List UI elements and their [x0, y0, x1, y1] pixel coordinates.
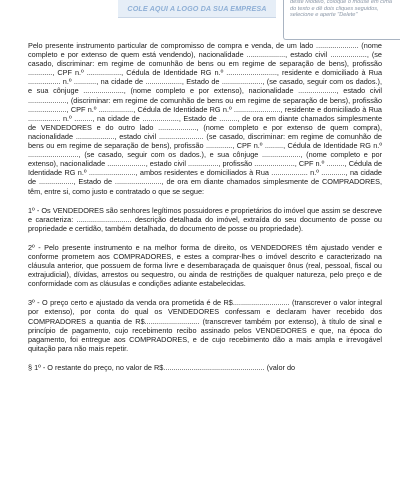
- clause-1-paragraph: 1º - Os VENDEDORES são senhores legítimos possuidores e proprietários do imóvel que assim se descreve e caracteriza: ........................... descrição detalhada do imóvel, extraída do seu documento de posse ou propriedade e certidão, também detalhada, do documento de posse ou propriedade).: [28, 205, 382, 233]
- instruction-note-box: [283, 0, 400, 40]
- contract-body: [28, 41, 382, 372]
- clause-3-paragraph: 3º - O preço certo e ajustado da venda ora prometida é de R$............................ (transcrever o valor integral por extenso), por conta do qual os VENDEDORES confessam e declaram haver recebido dos COMPRADORES a quantia de R$........................... (transcrever também por extenso), à título de sinal e princípio de pagamento, cujo recebimento recibo assinado pelos VENDEDORES e que, na época do pagamento, foi entregue aos COMPRADORES, e de cujo recebimento dão a mais ampla e irrevogável quitação para não mais repetir.: [28, 298, 382, 353]
- contract-intro-paragraph: Pelo presente instrumento particular de compromisso de compra e venda, de um lado ..................... (nome completo e por extenso de quem está vendendo), nacionalidade ..................., estado civil .................., (se casado, discriminar: em regime de comunhão de bens ou em regime de separação de bens), profissão ............, CPF n.º ................., Cédula de Identidade RG n.º ........................., residente e domiciliado à Rua ................ n.º ..........., na cidade de .................., Estado de ...................., (se casado, seguir com os dados.), e sua cônjuge ...................., (nome completo e por extenso), nacionalidade ..................., estado civil ..................., (discriminar: em regime de comunhão de bens ou em regime de separação de bens), profissão ..................., CPF n.º ................., Cédula de Identidade RG n.º ......................., residente e domiciliado à Rua ................ n.º ........., na cidade de .................., Estado de ........., de ora em diante chamados simplesmente de VENDEDORES e do outro lado ..................., (nome completo e por extenso de quem compra), nacionalidade ..................., estado civil ...................... (se casado, discriminar: em regime de comunhão de bens ou em regime de separação de bens), profissão ............., CPF n.º ........., Cédula de Identidade RG n.º ........................., (se casado, seguir com os dados.), e sua cônjuge ..................., (nome completo e por extenso), nacionalidade ..................., estado civil ..............., profissão ...................., CPF n.º ........., Cédula de Identidade RG n.º ......................., ambos residentes e domiciliados à Rua .................. n.º ............, na cidade de ................., Estado de ......................., de ora em diante chamados simplesmente de COMPRADORES, têm, entre si, como justo e contratado o que se segue:: [28, 41, 382, 196]
- clause-3-subparagraph-1: § 1º - O restante do preço, no valor de R$.................................................. (valor do: [28, 362, 296, 372]
- clause-2-paragraph: 2º - Pelo presente instrumento e na melhor forma de direito, os VENDEDORES têm ajustado vender e conforme prometem aos COMPRADORES, e estes a comprar-lhes o imóvel descrito e caracterizado na cláusula anterior, que possuem de forma livre e desembaraçada de quaisquer ônus (real, pessoal, fiscal ou extrajudicial), dívidas, arrestos ou sequestro, ou ainda de restrições de qualquer natureza, pelo preço e de conformidade com as cláusulas e condições adiante estabelecidas.: [28, 242, 382, 289]
- instruction-note-text: deste Modelo, coloque o mouse em cima do texto e dê dois cliques seguidos, selecione e aperte "Delete": [290, 0, 392, 19]
- logo-placeholder-text: COLE AQUI A LOGO DA SUA EMPRESA: [127, 4, 267, 13]
- logo-placeholder-box: [118, 0, 276, 18]
